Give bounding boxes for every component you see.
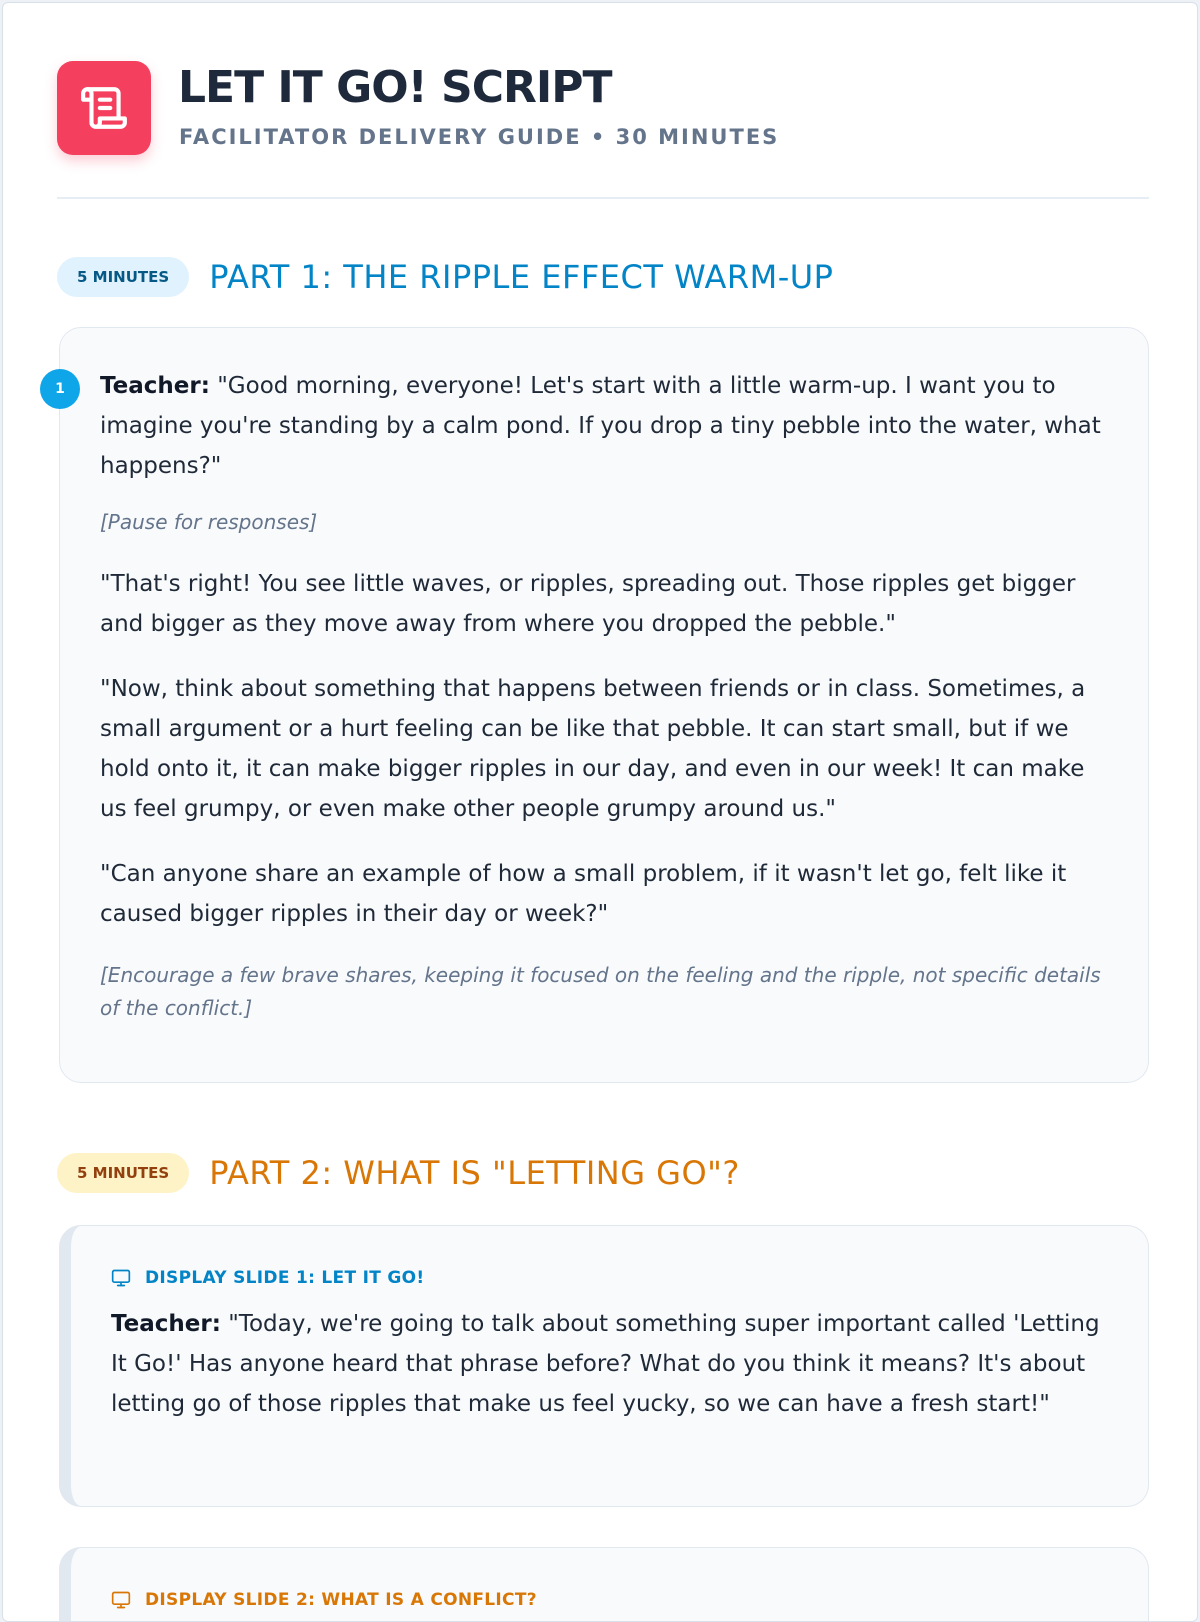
step-number-badge: 1 (40, 369, 80, 409)
script-page (2, 2, 1198, 1622)
slide2-card (59, 1547, 1149, 1622)
slide1-card (59, 1225, 1149, 1507)
monitor-icon (111, 1590, 131, 1610)
logo-badge (57, 61, 151, 155)
part2-duration-badge: 5 MINUTES (57, 1153, 189, 1193)
speaker-label: Teacher: (100, 373, 210, 399)
page-header (57, 59, 1149, 199)
page-title: LET IT GO! SCRIPT (178, 62, 612, 113)
slide1-teacher-line: Teacher: "Today, we're going to talk about something super important called 'Letting It Go!' Has anyone heard that phrase before? What do you think it means? It's about letting go of those ripples that make us feel yucky, so we can have a fresh start!" (111, 1311, 1100, 1417)
slide1-label: DISPLAY SLIDE 1: LET IT GO! (111, 1268, 1121, 1288)
teacher-line-2: "That's right! You see little waves, or ripples, spreading out. Those ripples get bigger and bigger as they move away from where you dropped the pebble." (100, 571, 1076, 637)
stage-direction-2: [Encourage a few brave shares, keeping it focused on the feeling and the ripple, not specific details of the conflict.] (100, 963, 1101, 1020)
teacher-line-4: "Can anyone share an example of how a small problem, if it wasn't let go, felt like it caused bigger ripples in their day or week?" (100, 861, 1067, 927)
part1-duration-badge: 5 MINUTES (57, 257, 189, 297)
part1-script-card (55, 327, 1149, 1083)
teacher-line-3: "Now, think about something that happens between friends or in class. Sometimes, a small argument or a hurt feeling can be like that pebble. It can start small, but if we hold onto it, it can make bigger ripples in our day, and even in our week! It can make us feel grumpy, or even make other people grumpy around us." (100, 676, 1086, 822)
part1-heading (57, 255, 833, 299)
stage-direction-1: [Pause for responses] (100, 510, 318, 534)
slide2-label: DISPLAY SLIDE 2: WHAT IS A CONFLICT? (111, 1590, 1121, 1610)
teacher-line-1: Teacher: "Good morning, everyone! Let's start with a little warm-up. I want you to imagine you're standing by a calm pond. If you drop a tiny pebble into the water, what happens?" (100, 373, 1101, 479)
speaker-label: Teacher: (111, 1311, 221, 1337)
scroll-icon (79, 83, 129, 133)
part2-heading (57, 1151, 740, 1195)
monitor-icon (111, 1268, 131, 1288)
part2-title: PART 2: WHAT IS "LETTING GO"? (209, 1154, 740, 1192)
page-subtitle: FACILITATOR DELIVERY GUIDE • 30 MINUTES (179, 125, 780, 149)
part1-title: PART 1: THE RIPPLE EFFECT WARM-UP (209, 258, 834, 296)
